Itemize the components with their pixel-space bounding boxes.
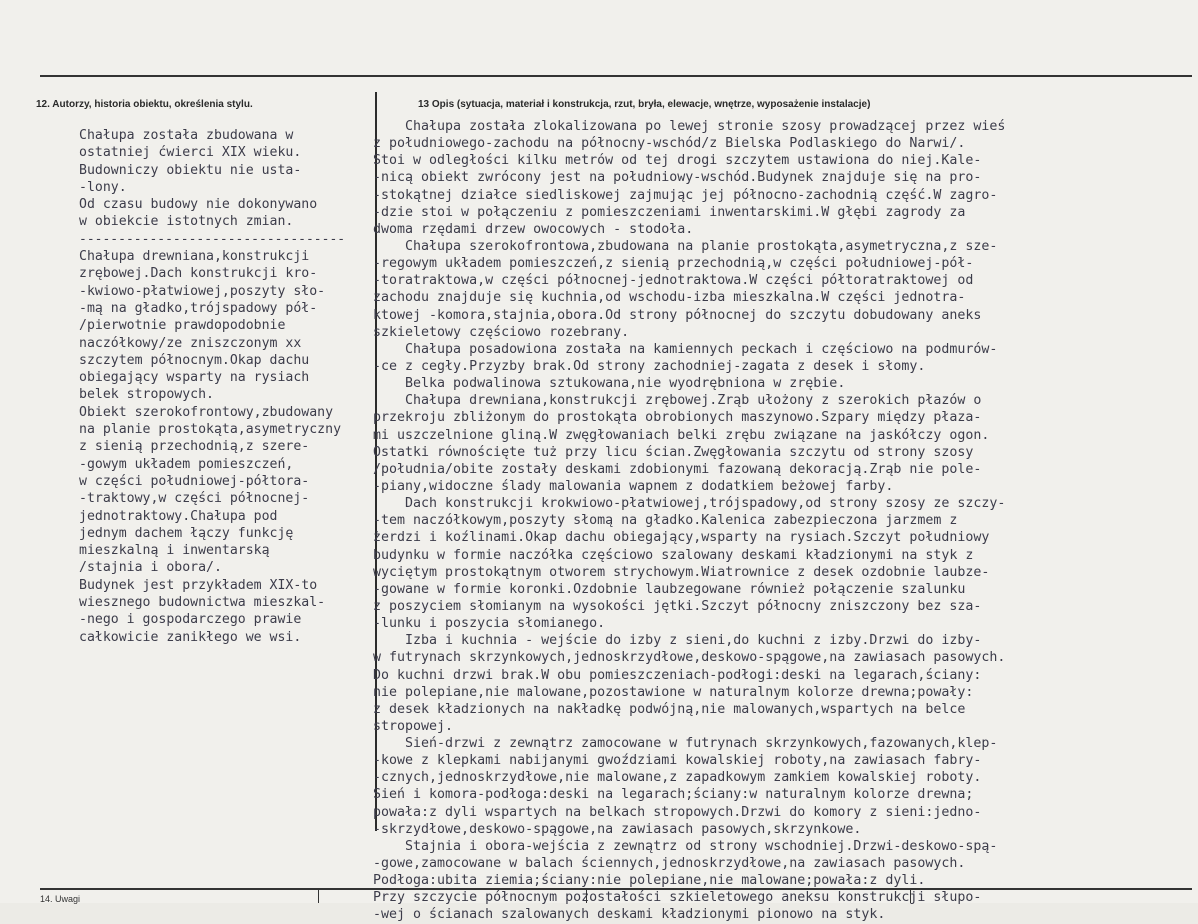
top-rule — [40, 75, 1192, 77]
text-line: Chałupa została zlokalizowana po lewej stronie szosy prowadzącej przez wieś — [373, 119, 1006, 134]
text-line: -gowym układem pomieszczeń, — [79, 456, 294, 472]
text-line: -nego i gospodarczego prawie — [79, 612, 302, 628]
text-line: Przy szczycie północnym pozostałości szkieletowego aneksu konstrukcji słupo- — [373, 890, 982, 906]
text-line: w części południowej-półtora- — [79, 473, 310, 489]
text-line: -traktowy,w części północnej- — [79, 491, 310, 507]
text-line: -ce z cegły.Przyzby brak.Od strony zachodniej-zagata z desek i słomy. — [373, 358, 926, 374]
text-line: mieszkalną i inwentarską — [79, 543, 270, 559]
text-line: stropowej. — [373, 718, 454, 734]
text-line: na planie prostokąta,asymetryczny — [79, 422, 342, 438]
text-line: Chałupa drewniana,konstrukcji — [79, 249, 310, 265]
text-line: /pierwotnie prawdopodobnie — [79, 318, 286, 334]
text-line: nie polepiane,nie malowane,pozostawione w naturalnym kolorze drewna;powały: — [373, 684, 974, 700]
text-line: Chałupa szerokofrontowa,zbudowana na planie prostokąta,asymetryczna,z sze- — [373, 238, 998, 254]
text-line: -kowe z klepkami nabijanymi gwoździami kowalskiej roboty,na zawiasach fabry- — [373, 753, 982, 769]
text-line: z południowego-zachodu na północny-wschód/z Bielska Podlaskiego do Narwi/. — [373, 136, 966, 152]
text-line: zachodu znajduje się kuchnia,od wschodu-izba mieszkalna.W części jednotra- — [373, 290, 966, 306]
text-line: -nicą obiekt zwrócony jest na południowy-wschód.Budynek znajduje się na pro- — [373, 170, 982, 186]
text-line: -skrzydłowe,deskowo-spągowe,na zawiasach pasowych,skrzynkowe. — [373, 821, 862, 837]
text-line: Chałupa została zbudowana w — [79, 128, 294, 143]
text-line: Podłoga:ubita ziemia;ściany:nie polepiane,nie malowane;powała:z dyli. — [373, 873, 926, 889]
history-text-column — [79, 127, 371, 646]
text-line: wyciętym prostokątnym otworem strychowym.Wiatrownice z desek ozdobnie laubze- — [373, 564, 990, 580]
text-line: naczółkowy/ze zniszczonym xx — [79, 335, 302, 351]
text-line: -toratraktowa,w części północnej-jednotraktowa.W części półtoratraktowej od — [373, 273, 974, 289]
description-text-column — [373, 118, 1195, 924]
section-14-label: 14. Uwagi — [40, 894, 81, 904]
text-line: jednotraktowy.Chałupa pod — [79, 508, 278, 524]
text-line: ktowej -komora,stajnia,obora.Od strony północnej do szczytu dobudowany aneks — [373, 307, 982, 323]
text-line: -tem naczółkowym,poszyty słomą na gładko.Kalenica zabezpieczona jarzmem z — [373, 513, 958, 529]
text-line: Chałupa posadowiona została na kamiennych peckach i częściowo na podmurów- — [373, 341, 998, 357]
text-line: w obiekcie istotnych zmian. — [79, 214, 294, 230]
text-line: -lunku i poszycia słomianego. — [373, 616, 606, 632]
text-line: z sienią przechodnią,z szere- — [79, 439, 310, 455]
text-line: /południa/obite zostały deskami zdobionymi fazowaną dekoracją.Zrąb nie pole- — [373, 461, 982, 477]
text-line: -gowane w formie koronki.Ozdobnie laubzegowane również połączenie szalunku — [373, 581, 966, 597]
text-line: szkieletowy częściowo rozebrany. — [373, 324, 630, 340]
text-line: mi uszczelnione gliną.W zwęgłowaniach belki zrębu związane na jaskółczy ogon. — [373, 427, 990, 443]
text-line: ---------------------------------- — [79, 231, 346, 247]
text-line: -lony. — [79, 179, 127, 195]
text-line: Od czasu budowy nie dokonywano — [79, 197, 318, 213]
text-line: Dach konstrukcji krokwiowo-płatwiowej,trójspadowy,od strony szosy ze szczy- — [373, 496, 1006, 512]
section-12-header: 12. Autorzy, historia obiektu, określenia stylu. — [36, 99, 253, 110]
text-line: -kwiowo-płatwiowej,poszyty sło- — [79, 283, 326, 299]
text-line: -gowe,zamocowane w balach ściennych,jednoskrzydłowe,na zawiasach pasowych. — [373, 856, 966, 872]
text-line: Budowniczy obiektu nie usta- — [79, 162, 302, 178]
text-line: zrębowej.Dach konstrukcji kro- — [79, 266, 318, 282]
text-line: przekroju zbliżonym do prostokąta obrobionych maszynowo.Szpary między płaza- — [373, 410, 982, 426]
text-line: żerdzi i koźlinami.Okap dachu obiegający,wsparty na rysiach.Szczyt południowy — [373, 530, 990, 546]
text-line: jednym dachem łączy funkcję — [79, 525, 294, 541]
text-line: Stoi w odległości kilku metrów od tej drogi szczytem ustawiona do niej.Kale- — [373, 153, 982, 169]
text-line: -dzie stoi w połączeniu z pomieszczeniami inwentarskimi.W głębi zagrody za — [373, 204, 966, 220]
text-line: całkowicie zanikłego we wsi. — [79, 629, 302, 645]
text-line: z poszyciem słomianym na wysokości jętki.Szczyt północny zniszczony bez sza- — [373, 598, 982, 614]
bottom-rule — [40, 888, 1192, 890]
bottom-cell-divider — [586, 888, 587, 903]
text-line: Belka podwalinowa sztukowana,nie wyodrębniona w zrębie. — [373, 376, 846, 392]
text-line: Budynek jest przykładem XIX-to — [79, 577, 318, 593]
text-line: Chałupa drewniana,konstrukcji zrębowej.Zrąb ułożony z szerokich płazów o — [373, 393, 982, 409]
text-line: Izba i kuchnia - wejście do izby z sieni,do kuchni z izby.Drzwi do izby- — [373, 633, 982, 649]
text-line: budynku w formie naczółka częściowo szalowany deskami kładzionymi na styk z — [373, 547, 974, 563]
section-13-header: 13 Opis (sytuacja, materiał i konstrukcja, rzut, bryła, elewacje, wnętrze, wyposażenie instalacje) — [418, 99, 871, 110]
text-line: wiesznego budownictwa mieszkal- — [79, 595, 326, 611]
text-line: -regowym układem pomieszczeń,z sienią przechodnią,w części południowej-pół- — [373, 256, 974, 272]
bottom-cell-divider — [910, 888, 911, 903]
text-line: szczytem północnym.Okap dachu — [79, 352, 310, 368]
text-line: Sień i komora-podłoga:deski na legarach;ściany:w naturalnym kolorze drewna; — [373, 787, 974, 803]
text-line: -stokątnej działce siedliskowej zajmując jej północno-zachodnią część.W zagro- — [373, 187, 998, 203]
text-line: z desek kładzionych na nakładkę podwójną,nie malowanych,wspartych na belce — [373, 701, 966, 717]
text-line: -piany,widoczne ślady malowania wapnem z dodatkiem beżowej farby. — [373, 478, 894, 494]
text-line: w futrynach skrzynkowych,jednoskrzydłowe,deskowo-spągowe,na zawiasach pasowych. — [373, 650, 1006, 666]
text-line: Sień-drzwi z zewnątrz zamocowane w futrynach skrzynkowych,fazowanych,klep- — [373, 736, 998, 752]
text-line: -cznych,jednoskrzydłowe,nie malowane,z zapadkowym zamkiem kowalskiej roboty. — [373, 770, 982, 786]
bottom-cell-divider — [318, 888, 319, 903]
text-line: obiegający wsparty na rysiach — [79, 370, 310, 386]
text-line: ostatniej ćwierci XIX wieku. — [79, 145, 302, 161]
text-line: Stajnia i obora-wejścia z zewnątrz od strony wschodniej.Drzwi-deskowo-spą- — [373, 838, 998, 854]
text-line: -wej o ścianach szalowanych deskami kładzionymi pionowo na styk. — [373, 907, 886, 923]
text-line: dwoma rzędami drzew owocowych - stodoła. — [373, 221, 694, 237]
text-line: powała:z dyli wspartych na belkach stropowych.Drzwi do komory z sieni:jedno- — [373, 804, 982, 820]
text-line: Do kuchni drzwi brak.W obu pomieszczeniach-podłogi:deski na legarach,ściany: — [373, 667, 982, 683]
text-line: /stajnia i obora/. — [79, 560, 222, 576]
text-line: Obiekt szerokofrontowy,zbudowany — [79, 404, 334, 420]
text-line: belek stropowych. — [79, 387, 214, 403]
text-line: Ostatki równościęte tuż przy licu ścian.Zwęgłowania szczytu od strony szosy — [373, 444, 974, 460]
text-line: -mą na gładko,trójspadowy pół- — [79, 300, 318, 316]
